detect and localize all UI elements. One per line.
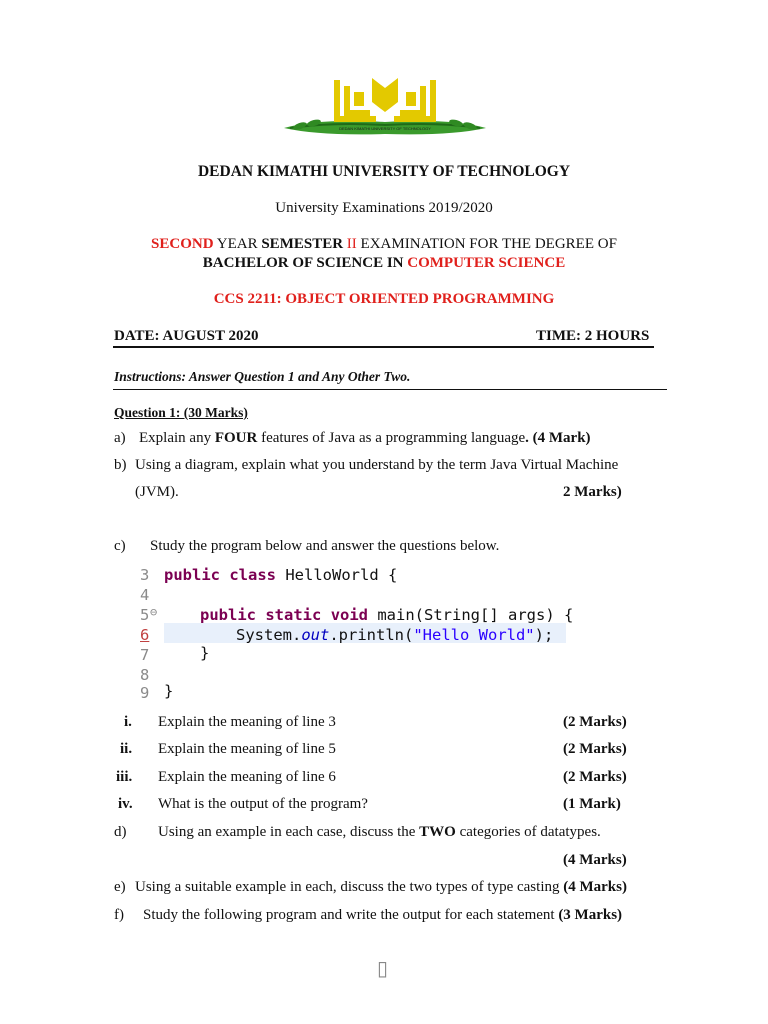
subquestion-marks: (1 Mark) bbox=[563, 796, 621, 812]
line-number: 9 bbox=[140, 684, 150, 702]
code-line-7: } bbox=[200, 644, 210, 662]
line-number: 7 bbox=[140, 646, 150, 664]
subquestion-text: What is the output of the program? bbox=[158, 796, 368, 812]
course-title: CCS 2211: OBJECT ORIENTED PROGRAMMING bbox=[213, 291, 555, 307]
q1a-text-end: features of Java as a programming language bbox=[257, 430, 526, 446]
code-string: "Hello World" bbox=[413, 626, 535, 644]
fold-icon[interactable]: ⊖ bbox=[150, 605, 158, 619]
code-field: out bbox=[301, 626, 330, 644]
degree-program: COMPUTER SCIENCE bbox=[407, 255, 566, 271]
q1d-marks: (4 Marks) bbox=[563, 852, 627, 868]
keyword: static bbox=[265, 606, 322, 624]
question-1-title: Question 1: (30 Marks) bbox=[114, 405, 248, 420]
year-text: YEAR bbox=[213, 236, 262, 252]
q1f-text bbox=[143, 907, 622, 924]
subquestion-marks: (2 Marks) bbox=[563, 769, 627, 785]
code-listing bbox=[134, 562, 574, 704]
q1b-label: b) bbox=[114, 457, 127, 473]
date-underline bbox=[113, 346, 654, 348]
line-number: 3 bbox=[140, 566, 150, 584]
exam-time: TIME: 2 HOURS bbox=[536, 328, 650, 344]
code-line-5 bbox=[200, 606, 573, 624]
q1a-bold: FOUR bbox=[214, 430, 258, 446]
keyword: void bbox=[330, 606, 369, 624]
code-text: ); bbox=[534, 626, 554, 644]
code-text: main(String[] args) { bbox=[368, 606, 574, 624]
q1b-text-2: (JVM). bbox=[135, 484, 179, 500]
q1a-label: a) bbox=[114, 430, 126, 446]
q1b-marks: 2 Marks) bbox=[563, 484, 622, 500]
subquestion-marks: (2 Marks) bbox=[563, 714, 627, 730]
exam-year: University Examinations 2019/2020 bbox=[275, 200, 493, 216]
university-logo bbox=[280, 72, 490, 152]
q1d-text-start: Using an example in each case, discuss the bbox=[158, 824, 420, 840]
code-line-3 bbox=[164, 566, 397, 584]
exam-line-1 bbox=[0, 236, 768, 253]
line-number: 8 bbox=[140, 666, 150, 684]
subquestion-number: ii. bbox=[120, 741, 133, 757]
q1d-text-end: categories of datatypes. bbox=[455, 824, 601, 840]
keyword: class bbox=[229, 566, 277, 584]
exam-date: DATE: AUGUST 2020 bbox=[114, 328, 259, 344]
subquestion-number: i. bbox=[124, 714, 132, 730]
q1f-marks: (3 Marks) bbox=[558, 907, 623, 923]
q1a-text-start: Explain any bbox=[139, 430, 215, 446]
q1e-marks: (4 Marks) bbox=[563, 879, 627, 895]
q1d-label: d) bbox=[114, 824, 127, 840]
page-marker-icon: ▯ bbox=[377, 956, 389, 980]
q1d-text bbox=[158, 824, 601, 841]
instructions: Instructions: Answer Question 1 and Any Other Two. bbox=[114, 369, 411, 384]
q1f-text-body: Study the following program and write the output for each statement bbox=[143, 907, 559, 923]
code-text: HelloWorld { bbox=[276, 566, 398, 584]
exam-degree-text: EXAMINATION FOR THE DEGREE OF bbox=[356, 236, 617, 252]
keyword: public bbox=[164, 566, 220, 584]
code-text: .println( bbox=[329, 626, 414, 644]
q1b-text: Using a diagram, explain what you understand by the term Java Virtual Machine bbox=[135, 457, 619, 473]
code-text: System. bbox=[236, 626, 302, 644]
subquestion-number: iii. bbox=[116, 769, 133, 785]
q1a-marks: . (4 Mark) bbox=[525, 430, 591, 446]
q1e-text bbox=[135, 879, 627, 896]
year-word: SECOND bbox=[151, 236, 214, 252]
degree-text: BACHELOR OF SCIENCE IN bbox=[202, 255, 408, 271]
line-number: 5 bbox=[140, 606, 150, 624]
q1c-text: Study the program below and answer the questions below. bbox=[150, 538, 500, 554]
university-name: DEDAN KIMATHI UNIVERSITY OF TECHNOLOGY bbox=[197, 163, 571, 180]
q1e-label: e) bbox=[114, 879, 126, 895]
logo-text: DEDAN KIMATHI UNIVERSITY OF TECHNOLOGY bbox=[339, 126, 431, 131]
code-line-9: } bbox=[164, 682, 174, 700]
instructions-rule bbox=[113, 389, 667, 390]
code-line-6 bbox=[236, 626, 553, 644]
q1f-label: f) bbox=[114, 907, 124, 923]
subquestion-text: Explain the meaning of line 6 bbox=[158, 769, 336, 785]
line-number: 6 bbox=[140, 626, 150, 644]
q1a-text bbox=[139, 430, 591, 447]
semester-word: SEMESTER bbox=[261, 236, 344, 252]
semester-number: II bbox=[343, 236, 357, 252]
subquestion-marks: (2 Marks) bbox=[563, 741, 627, 757]
keyword: public bbox=[200, 606, 256, 624]
line-number: 4 bbox=[140, 586, 150, 604]
subquestion-text: Explain the meaning of line 3 bbox=[158, 714, 336, 730]
subquestion-number: iv. bbox=[118, 796, 133, 812]
q1d-bold: TWO bbox=[419, 824, 456, 840]
subquestion-text: Explain the meaning of line 5 bbox=[158, 741, 336, 757]
exam-line-2 bbox=[0, 255, 768, 272]
q1c-label: c) bbox=[114, 538, 126, 554]
q1e-text-body: Using a suitable example in each, discuss the two types of type casting bbox=[135, 879, 564, 895]
